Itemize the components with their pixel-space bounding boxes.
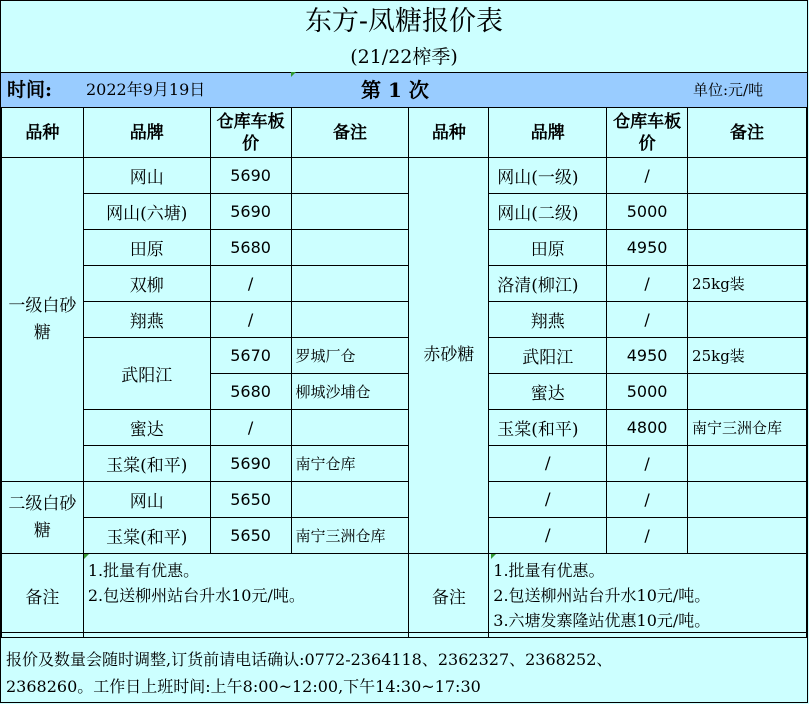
table-row [2,302,807,338]
header-price: 仓库车板价 [607,108,688,158]
category-brown-sugar: 赤砂糖 [409,158,489,554]
note-cell: 罗城厂仓 [291,338,409,374]
brand-cell: 双柳 [83,266,210,302]
note-cell [291,158,409,194]
price-cell: / [607,518,688,554]
note-cell [688,194,807,230]
price-cell: 4950 [607,230,688,266]
note-cell [688,302,807,338]
price-cell: / [210,266,291,302]
price-cell: 4800 [607,410,688,446]
table-row [2,518,807,554]
table-row [2,482,807,518]
header-row [2,108,807,158]
sheet-title: 东方-凤糖报价表 [304,6,504,37]
price-cell: 5650 [210,518,291,554]
brand-cell: / [489,446,607,482]
price-cell: 4950 [607,338,688,374]
brand-cell: / [489,518,607,554]
brand-cell: 玉棠(和平) [489,410,607,446]
remark-item: 2.包送柳州站台升水10元/吨。 [87,586,305,605]
note-cell [291,410,409,446]
price-cell: 5690 [210,194,291,230]
price-cell: / [607,446,688,482]
note-cell: 柳城沙埔仓 [291,374,409,410]
note-cell [688,518,807,554]
footer-line: 报价及数量会随时调整,订货前请电话确认:0772-2364118、2362327、2368252、 [6,650,613,669]
note-cell [688,158,807,194]
category-white-sugar-grade1: 一级白砂糖 [2,158,84,482]
brand-cell: 翔燕 [83,302,210,338]
price-cell: 5000 [607,374,688,410]
header-note: 备注 [291,108,409,158]
brand-cell: 玉棠(和平) [83,518,210,554]
price-table [1,107,807,638]
header-category: 品种 [409,108,489,158]
table-row [2,410,807,446]
note-cell [291,482,409,518]
note-cell: 南宁三洲仓库 [291,518,409,554]
price-cell: 5680 [210,230,291,266]
contact-footer [1,632,807,704]
note-cell [291,266,409,302]
price-cell: 5670 [210,338,291,374]
brand-cell: 网山(一级) [489,158,607,194]
price-cell: / [210,410,291,446]
header-note: 备注 [688,108,807,158]
cell-marker-icon [84,554,89,559]
unit-label: 单位:元/吨 [693,81,764,99]
cell-marker-icon [491,554,496,559]
brand-cell: 网山(六塘) [83,194,210,230]
brand-cell: 网山(二级) [489,194,607,230]
cell-marker-icon [291,72,296,77]
category-white-sugar-grade2: 二级白砂糖 [2,482,84,554]
note-cell [291,302,409,338]
remarks-label: 备注 [2,554,84,638]
brand-cell: 蜜达 [489,374,607,410]
table-row [2,230,807,266]
remark-item: 1.批量有优惠。 [493,561,605,580]
brand-cell: 玉棠(和平) [83,446,210,482]
note-cell [688,374,807,410]
brand-cell: 田原 [83,230,210,266]
remark-item: 2.包送柳州站台升水10元/吨。 [493,586,711,605]
footer-line: 2368260。工作日上班时间:上午8:00~12:00,下午14:30~17:30 [6,677,481,696]
note-cell [688,482,807,518]
remark-item: 3.六塘发寨隆站优惠10元/吨。 [493,611,711,630]
price-cell: 5650 [210,482,291,518]
table-row [2,194,807,230]
note-cell [291,230,409,266]
brand-cell: / [489,482,607,518]
header-category: 品种 [2,108,84,158]
price-cell: 5000 [607,194,688,230]
brand-cell: 洛清(柳江) [489,266,607,302]
brand-cell: 翔燕 [489,302,607,338]
season-subtitle: (21/22榨季) [350,46,458,68]
note-cell: 南宁三洲仓库 [688,410,807,446]
note-cell: 南宁仓库 [291,446,409,482]
note-cell [291,194,409,230]
info-bar [1,72,807,108]
header-price: 仓库车板价 [210,108,291,158]
header-brand: 品牌 [489,108,607,158]
table-row [2,338,807,374]
remark-item: 1.批量有优惠。 [87,561,200,580]
table-row [2,158,807,194]
time-label: 时间: [7,79,53,101]
note-cell [688,446,807,482]
header-brand: 品牌 [83,108,210,158]
remarks-label: 备注 [409,554,489,638]
price-cell: / [210,302,291,338]
price-cell: / [607,302,688,338]
price-cell: 5690 [210,446,291,482]
brand-cell: 网山 [83,158,210,194]
price-cell: / [607,266,688,302]
remarks-row [2,554,807,638]
price-cell: / [607,158,688,194]
brand-cell: 武阳江 [83,338,210,410]
note-cell: 25kg装 [688,266,807,302]
price-cell: 5680 [210,374,291,410]
table-row [2,446,807,482]
remarks-left [83,554,409,638]
brand-cell: 武阳江 [489,338,607,374]
brand-cell: 蜜达 [83,410,210,446]
price-cell: 5690 [210,158,291,194]
table-row [2,266,807,302]
brand-cell: 网山 [83,482,210,518]
note-cell: 25kg装 [688,338,807,374]
time-value: 2022年9月19日 [86,80,206,99]
quote-round: 第 1 次 [361,78,429,102]
price-cell: / [607,482,688,518]
remarks-right [489,554,807,638]
brand-cell: 田原 [489,230,607,266]
note-cell [688,230,807,266]
